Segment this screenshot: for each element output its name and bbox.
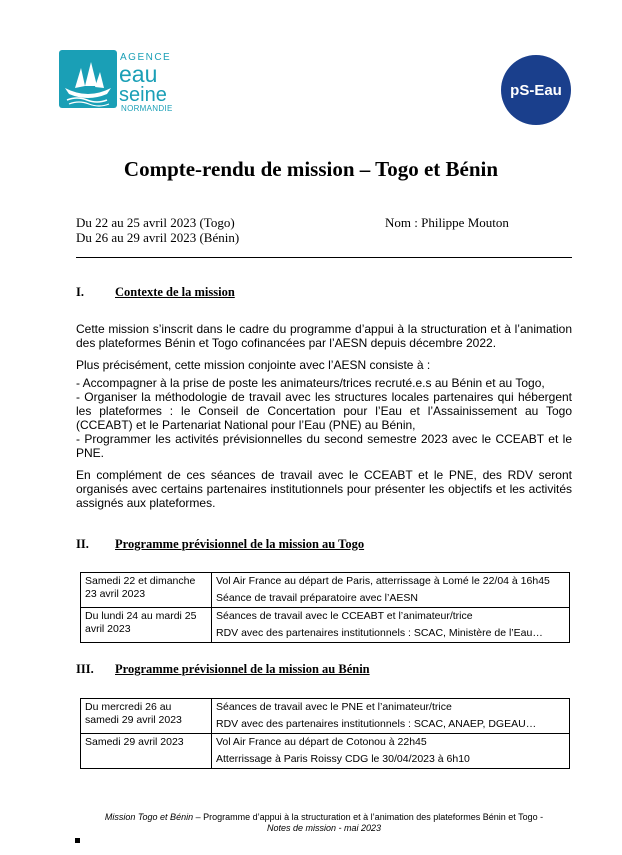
footer-mission-name: Mission Togo et Bénin [104, 812, 194, 822]
activity-line: Séances de travail avec le CCEABT et l’animateur/trice [216, 610, 473, 622]
aesn-logo [59, 48, 187, 114]
table-cell-date: Du mercredi 26 au samedi 29 avril 2023 [81, 699, 212, 734]
bullet-item: - Organiser la méthodologie de travail avec les structures locales partenaires qui hébergent les plateformes : le Conseil de Concertation pour l’Eau et l’Assainissement au Togo (CCEABT) et le Partenariat National pour l’Eau (PNE) au Bénin, [76, 390, 572, 432]
header-divider [76, 257, 572, 258]
section-1-body [76, 322, 572, 510]
table-cell-activities [212, 734, 570, 769]
activity-line: RDV avec des partenaires institutionnels : SCAC, Ministère de l’Eau… [216, 627, 543, 639]
paragraph: En complément de ces séances de travail avec le CCEABT et le PNE, des RDV seront organisés avec certains partenaires institutionnels pour présenter les objectifs et les activités assignés aux plateformes. [76, 468, 572, 510]
svg-text:eau: eau [119, 61, 158, 87]
document-title: Compte-rendu de mission – Togo et Bénin [123, 157, 499, 181]
activity-line: Séance de travail préparatoire avec l’AESN [216, 592, 418, 604]
table-cell-activities [212, 608, 570, 643]
svg-text:AGENCE: AGENCE [120, 52, 172, 63]
author-name: Nom : Philippe Mouton [385, 215, 509, 230]
togo-schedule-table [80, 572, 570, 643]
activity-line: Vol Air France au départ de Cotonou à 22h45 [216, 736, 427, 748]
table-row [81, 734, 570, 769]
page-footer [76, 812, 572, 834]
date-benin: Du 26 au 29 avril 2023 (Bénin) [76, 230, 240, 245]
pseau-logo [496, 55, 572, 125]
paragraph: Plus précisément, cette mission conjointe avec l’AESN consiste à : [76, 358, 431, 372]
section-2-heading: Programme prévisionnel de la mission au Togo [115, 537, 365, 551]
bullet-mark-icon [75, 838, 80, 843]
section-2-number: II. [76, 537, 89, 551]
section-1-heading: Contexte de la mission [115, 285, 235, 299]
table-cell-activities [212, 699, 570, 734]
date-togo: Du 22 au 25 avril 2023 (Togo) [76, 215, 235, 230]
footer-text: – Programme d’appui à la structuration et à l’animation des plateformes Bénin et Togo - [193, 812, 544, 822]
section-3-number: III. [76, 662, 94, 676]
mission-dates [76, 215, 239, 245]
svg-text:NORMANDIE: NORMANDIE [121, 104, 173, 113]
table-row [81, 573, 570, 608]
activity-line: Séances de travail avec le PNE et l’animateur/trice [216, 701, 452, 713]
table-cell-date: Du lundi 24 au mardi 25 avril 2023 [81, 608, 212, 643]
svg-text:pS-Eau: pS-Eau [510, 82, 562, 99]
benin-schedule-table [80, 698, 570, 769]
bullet-item: - Programmer les activités prévisionnelles du second semestre 2023 avec le CCEABT et le PNE. [76, 432, 572, 460]
table-cell-activities [212, 573, 570, 608]
footer-notes: Notes de mission - mai 2023 [266, 823, 382, 833]
activity-line: Atterrissage à Paris Roissy CDG le 30/04/2023 à 6h10 [216, 753, 470, 765]
section-1-number: I. [76, 285, 84, 299]
table-cell-date: Samedi 22 et dimanche 23 avril 2023 [81, 573, 212, 608]
section-3-heading: Programme prévisionnel de la mission au Bénin [115, 662, 370, 676]
table-row [81, 699, 570, 734]
activity-line: RDV avec des partenaires institutionnels : SCAC, ANAEP, DGEAU… [216, 718, 537, 730]
svg-text:seine: seine [119, 84, 167, 106]
table-row [81, 608, 570, 643]
table-cell-date: Samedi 29 avril 2023 [81, 734, 212, 769]
paragraph: Cette mission s’inscrit dans le cadre du programme d’appui à la structuration et à l’animation des plateformes Bénin et Togo cofinancées par l’AESN depuis décembre 2022. [76, 322, 572, 350]
activity-line: Vol Air France au départ de Paris, atterrissage à Lomé le 22/04 à 16h45 [216, 575, 550, 587]
bullet-item: - Accompagner à la prise de poste les animateurs/trices recruté.e.s au Bénin et au Togo, [76, 376, 545, 390]
aesn-boat-icon [59, 48, 187, 114]
